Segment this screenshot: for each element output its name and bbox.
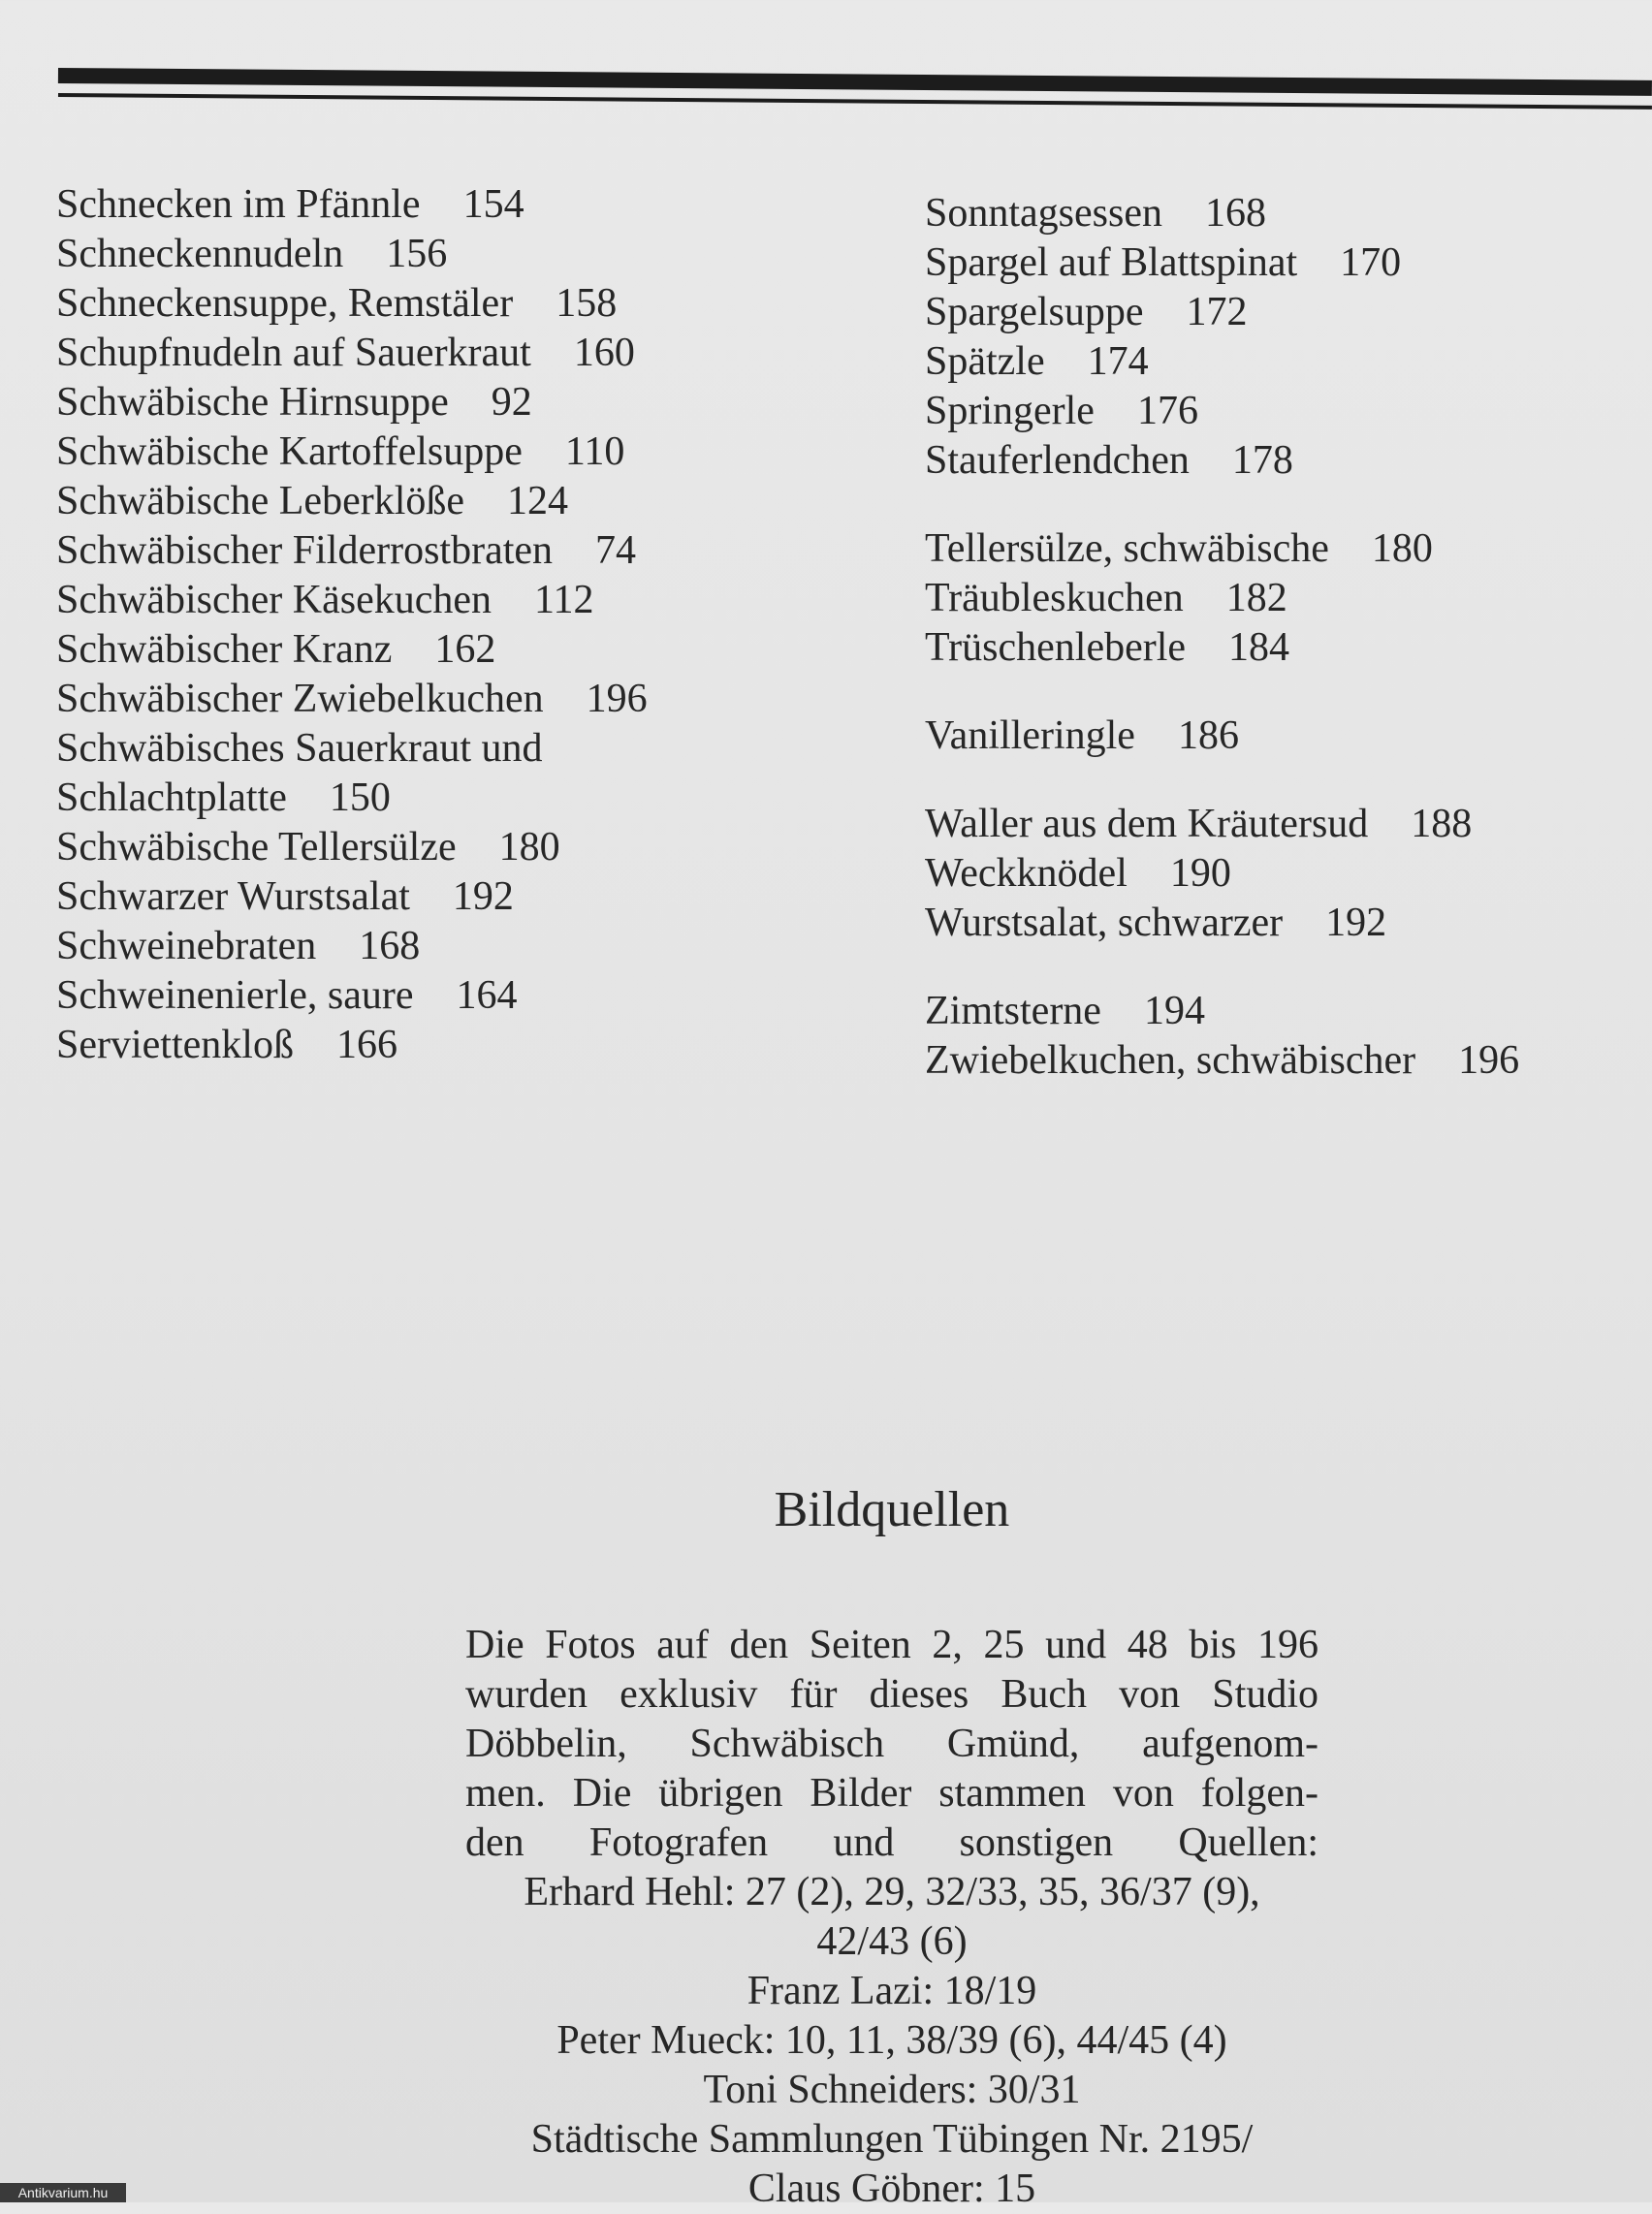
index-column-left [56,180,861,1070]
entry-name: Schwäbischer Käsekuchen [56,578,492,622]
entry-page: 124 [507,479,569,523]
index-entry [56,329,861,378]
entry-name: Schwäbische Leberklöße [56,479,465,523]
entry-page: 196 [1458,1038,1520,1083]
entry-page: 156 [386,232,448,276]
sources-body [465,1621,1318,2214]
sources-line: 42/43 (6) [816,1919,968,1964]
index-entry [56,823,861,872]
index-entry [56,378,861,427]
index-entry [925,987,1642,1036]
index-entry [925,849,1642,899]
group-gap [925,761,1642,800]
entry-page: 162 [434,627,496,672]
index-entry [56,230,861,279]
entry-name: Schweinebraten [56,924,317,968]
group-gap [925,486,1642,524]
entry-page: 188 [1411,802,1473,846]
sources-line: Städtische Sammlungen Tübingen Nr. 2195/ [530,2117,1254,2162]
sources-line: Erhard Hehl: 27 (2), 29, 32/33, 35, 36/37 (9), [524,1870,1260,1914]
index-entry [925,288,1642,337]
index-entry [56,971,861,1021]
entry-name: Schlachtplatte [56,775,287,820]
index-entry [925,574,1642,623]
index-entry [925,189,1642,238]
index-entry [56,922,861,971]
sources-line: Claus Göbner: 15 [747,2167,1036,2211]
entry-name: Zwiebelkuchen, schwäbischer [925,1038,1416,1083]
entry-name: Schupfnudeln auf Sauerkraut [56,331,531,375]
sources-line: Döbbelin, Schwäbisch Gmünd, aufgenom- [465,1722,1318,1766]
entry-page: 196 [586,677,648,721]
entry-name: Sonntagsessen [925,191,1162,236]
entry-page: 178 [1231,438,1293,483]
entry-page: 166 [335,1023,397,1067]
index-entry [925,436,1642,486]
entry-page: 180 [498,825,560,870]
entry-name: Schweinenierle, saure [56,973,414,1018]
entry-name: Vanilleringle [925,713,1135,758]
entry-name: Schnecken im Pfännle [56,182,421,227]
group-gap [925,673,1642,712]
entry-name: Spätzle [925,339,1045,384]
index-entry [925,712,1642,761]
entry-name: Schneckensuppe, Remstäler [56,281,514,326]
entry-page: 170 [1340,240,1402,285]
index-column-right [925,189,1642,1086]
entry-name: Schwäbisches Sauerkraut und [56,726,543,771]
entry-name: Waller aus dem Kräutersud [925,802,1369,846]
entry-name: Wurstsalat, schwarzer [925,901,1284,945]
watermark: Antikvarium.hu [0,2183,126,2202]
entry-page: 192 [452,874,514,919]
entry-page: 194 [1143,989,1205,1033]
sources-title: Bildquellen [774,1482,1010,1537]
entry-page: 180 [1371,526,1433,571]
entry-name: Schwäbischer Zwiebelkuchen [56,677,544,721]
entry-page: 192 [1325,901,1387,945]
index-entry [925,800,1642,849]
index-entry [925,524,1642,574]
entry-name: Schwäbischer Filderrostbraten [56,528,554,573]
entry-name: Zimtsterne [925,989,1101,1033]
entry-name: Schwäbische Hirnsuppe [56,380,449,425]
header-rule-thin [58,93,1652,110]
entry-page: 174 [1087,339,1149,384]
entry-name: Schwäbische Tellersülze [56,825,457,870]
entry-page: 110 [564,429,625,474]
entry-name: Schneckennudeln [56,232,344,276]
entry-page: 168 [359,924,421,968]
entry-name: Serviettenkloß [56,1023,294,1067]
entry-name: Spargelsuppe [925,290,1144,334]
entry-page: 150 [329,775,391,820]
entry-page: 154 [462,182,524,227]
entry-name: Träubleskuchen [925,576,1184,620]
index-entry [925,899,1642,948]
index-entry [56,427,861,477]
entry-name: Springerle [925,389,1095,433]
entry-name: Spargel auf Blattspinat [925,240,1298,285]
sources-line: den Fotografen und sonstigen Quellen: [465,1820,1318,1865]
sources-line: men. Die übrigen Bilder stammen von folgen- [465,1771,1318,1816]
index-entry [925,387,1642,436]
index-entry [56,675,861,724]
entry-name: Tellersülze, schwäbische [925,526,1329,571]
index-entry [925,1036,1642,1086]
index-entry [56,526,861,576]
entry-page: 92 [491,380,532,425]
entry-name: Stauferlendchen [925,438,1190,483]
entry-page: 158 [556,281,618,326]
entry-page: 160 [573,331,635,375]
entry-page: 74 [595,528,637,573]
index-entry [56,477,861,526]
entry-page: 172 [1186,290,1248,334]
entry-page: 112 [534,578,594,622]
sources-line: wurden exklusiv für dieses Buch von Studio [465,1672,1318,1717]
entry-page: 176 [1136,389,1198,433]
entry-page: 168 [1205,191,1266,236]
sources-line: Franz Lazi: 18/19 [747,1969,1037,2013]
entry-page: 184 [1228,625,1290,670]
group-gap [925,948,1642,987]
index-entry [925,337,1642,387]
entry-name: Trüschenleberle [925,625,1187,670]
index-entry [56,872,861,922]
entry-page: 186 [1177,713,1239,758]
sources-line: Die Fotos auf den Seiten 2, 25 und 48 bis 196 [465,1623,1318,1667]
entry-page: 164 [456,973,518,1018]
entry-name: Schwäbische Kartoffelsuppe [56,429,523,474]
sources-line: Toni Schneiders: 30/31 [703,2068,1081,2112]
index-entry [56,180,861,230]
entry-page: 182 [1225,576,1287,620]
entry-name: Schwäbischer Kranz [56,627,393,672]
index-entry [56,576,861,625]
index-entry [56,625,861,675]
index-entry [56,774,861,823]
index-entry [56,279,861,329]
index-entry [925,623,1642,673]
index-entry [56,1021,861,1070]
header-rule-thick [58,68,1652,96]
entry-name: Weckknödel [925,851,1128,896]
index-entry [56,724,861,774]
entry-name: Schwarzer Wurstsalat [56,874,410,919]
sources-line: Peter Mueck: 10, 11, 38/39 (6), 44/45 (4) [556,2018,1227,2063]
index-entry [925,238,1642,288]
entry-page: 190 [1169,851,1231,896]
